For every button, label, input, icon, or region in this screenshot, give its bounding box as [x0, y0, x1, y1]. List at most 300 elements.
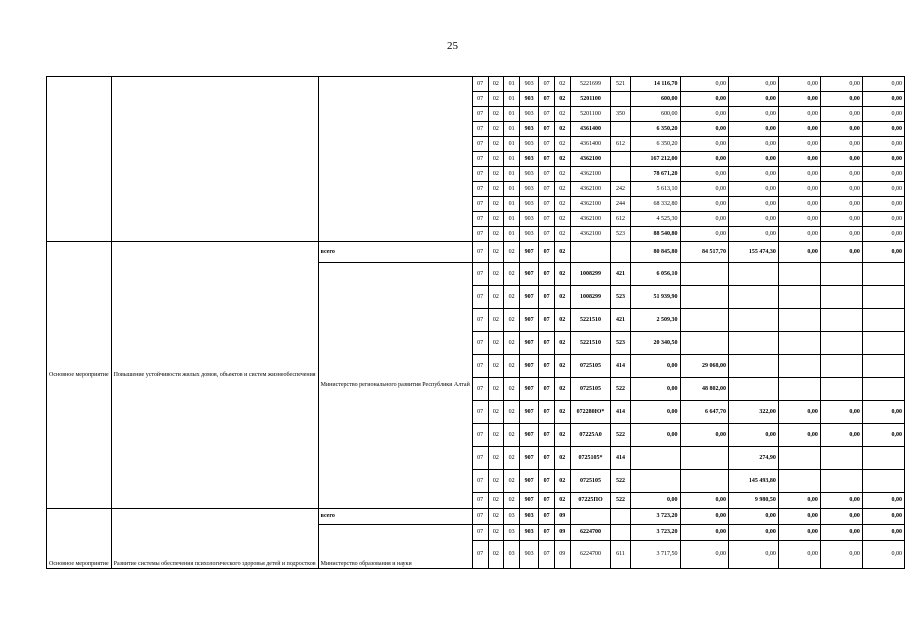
code-cell: 07 [539, 309, 555, 332]
value-cell [630, 470, 680, 493]
code-cell: 523 [611, 332, 630, 355]
code-cell: 07 [472, 493, 488, 509]
code-cell: 02 [554, 92, 570, 107]
value-cell: 0,00 [680, 197, 728, 212]
status-cell: Основное мероприятие [47, 242, 112, 509]
code-cell: 0725105 [570, 378, 611, 401]
value-cell: 0,00 [820, 541, 862, 569]
value-cell: 0,00 [630, 401, 680, 424]
code-cell: 02 [554, 401, 570, 424]
value-cell [680, 447, 728, 470]
value-cell: 6 350,20 [630, 122, 680, 137]
code-cell: 02 [504, 355, 520, 378]
code-cell: 07 [539, 493, 555, 509]
code-cell: 522 [611, 378, 630, 401]
code-cell: 421 [611, 309, 630, 332]
value-cell: 2 509,30 [630, 309, 680, 332]
code-cell: 07 [472, 509, 488, 525]
code-cell: 07 [472, 92, 488, 107]
code-cell: 523 [611, 286, 630, 309]
code-cell: 02 [488, 167, 504, 182]
value-cell: 0,00 [820, 493, 862, 509]
code-cell: 907 [519, 242, 538, 263]
value-cell: 0,00 [778, 77, 820, 92]
code-cell: 07 [539, 242, 555, 263]
value-cell: 600,00 [630, 92, 680, 107]
value-cell: 0,00 [728, 92, 778, 107]
code-cell: 07 [472, 525, 488, 541]
value-cell: 78 671,20 [630, 167, 680, 182]
code-cell: 1008299 [570, 286, 611, 309]
budget-table [46, 76, 905, 569]
code-cell: 07 [472, 227, 488, 242]
code-cell: 07 [472, 263, 488, 286]
value-cell [728, 309, 778, 332]
code-cell: 07 [472, 137, 488, 152]
code-cell: 07 [539, 470, 555, 493]
code-cell [611, 92, 630, 107]
code-cell: 07 [539, 152, 555, 167]
code-cell: 07 [539, 286, 555, 309]
value-cell: 0,00 [778, 541, 820, 569]
value-cell: 0,00 [820, 182, 862, 197]
code-cell: 02 [554, 167, 570, 182]
code-cell [611, 152, 630, 167]
code-cell: 02 [554, 137, 570, 152]
code-cell: 522 [611, 493, 630, 509]
value-cell: 51 939,90 [630, 286, 680, 309]
value-cell: 0,00 [728, 152, 778, 167]
code-cell [611, 242, 630, 263]
code-cell [611, 122, 630, 137]
code-cell: 903 [519, 167, 538, 182]
code-cell: 07 [539, 137, 555, 152]
code-cell: 07 [472, 122, 488, 137]
code-cell: 07 [472, 286, 488, 309]
code-cell: 414 [611, 355, 630, 378]
code-cell: 07 [539, 355, 555, 378]
value-cell: 9 980,50 [728, 493, 778, 509]
value-cell: 0,00 [778, 212, 820, 227]
code-cell: 02 [554, 493, 570, 509]
code-cell: 02 [488, 122, 504, 137]
code-cell: 02 [504, 309, 520, 332]
value-cell: 0,00 [862, 212, 904, 227]
code-cell: 350 [611, 107, 630, 122]
code-cell: 4362100 [570, 212, 611, 227]
value-cell: 0,00 [862, 122, 904, 137]
value-cell [820, 355, 862, 378]
value-cell: 0,00 [862, 227, 904, 242]
code-cell: 907 [519, 332, 538, 355]
code-cell: 09 [554, 541, 570, 569]
value-cell: 0,00 [680, 182, 728, 197]
code-cell: 1008299 [570, 263, 611, 286]
value-cell [728, 286, 778, 309]
value-cell [728, 378, 778, 401]
code-cell: 07 [539, 122, 555, 137]
measure-name-cell: Повышение устойчивости жилых домов, объектов и систем жизнеобеспечения [111, 242, 318, 509]
value-cell [820, 447, 862, 470]
value-cell: 0,00 [820, 212, 862, 227]
code-cell: 03 [504, 509, 520, 525]
code-cell: 02 [554, 286, 570, 309]
measure-name-cell: Развитие системы обеспечения психологического здоровья детей и подростков [111, 509, 318, 569]
code-cell: 02 [554, 242, 570, 263]
code-cell: 02 [488, 107, 504, 122]
value-cell: 0,00 [680, 424, 728, 447]
value-cell: 600,00 [630, 107, 680, 122]
code-cell: 07 [539, 212, 555, 227]
status-cell [47, 77, 112, 242]
code-cell: 02 [504, 286, 520, 309]
code-cell: 02 [554, 263, 570, 286]
code-cell: 07 [472, 167, 488, 182]
code-cell: 07225ПО [570, 493, 611, 509]
code-cell: 907 [519, 493, 538, 509]
code-cell: 907 [519, 424, 538, 447]
code-cell: 4362100 [570, 227, 611, 242]
code-cell: 07 [539, 197, 555, 212]
code-cell: 02 [488, 525, 504, 541]
value-cell [862, 378, 904, 401]
value-cell [820, 309, 862, 332]
code-cell: 907 [519, 263, 538, 286]
value-cell: 0,00 [820, 227, 862, 242]
value-cell: 0,00 [778, 152, 820, 167]
code-cell: 02 [488, 92, 504, 107]
value-cell: 0,00 [778, 509, 820, 525]
value-cell: 155 474,30 [728, 242, 778, 263]
code-cell: 02 [488, 378, 504, 401]
value-cell [862, 309, 904, 332]
code-cell: 07 [539, 227, 555, 242]
code-cell: 4362100 [570, 182, 611, 197]
code-cell: 07 [539, 167, 555, 182]
value-cell [728, 355, 778, 378]
code-cell [611, 525, 630, 541]
total-label-cell: всего [318, 242, 472, 263]
value-cell: 6 350,20 [630, 137, 680, 152]
code-cell: 522 [611, 470, 630, 493]
code-cell: 03 [504, 525, 520, 541]
code-cell: 07 [472, 401, 488, 424]
value-cell: 0,00 [728, 107, 778, 122]
code-cell: 07 [539, 263, 555, 286]
value-cell: 3 717,50 [630, 541, 680, 569]
value-cell: 6 056,10 [630, 263, 680, 286]
value-cell [778, 309, 820, 332]
code-cell: 414 [611, 401, 630, 424]
table-row [47, 509, 905, 525]
value-cell: 0,00 [680, 509, 728, 525]
code-cell: 07 [472, 470, 488, 493]
code-cell: 5201100 [570, 92, 611, 107]
status-cell: Основное мероприятие [47, 509, 112, 569]
code-cell: 01 [504, 92, 520, 107]
value-cell: 0,00 [680, 541, 728, 569]
code-cell: 02 [488, 541, 504, 569]
value-cell [778, 470, 820, 493]
code-cell: 07 [472, 309, 488, 332]
code-cell: 5221699 [570, 77, 611, 92]
value-cell: 5 613,10 [630, 182, 680, 197]
code-cell: 02 [554, 77, 570, 92]
code-cell: 01 [504, 167, 520, 182]
value-cell [680, 309, 728, 332]
value-cell: 0,00 [820, 107, 862, 122]
value-cell [778, 355, 820, 378]
value-cell [820, 332, 862, 355]
code-cell: 5221510 [570, 332, 611, 355]
code-cell: 02 [504, 470, 520, 493]
code-cell: 0725105* [570, 447, 611, 470]
value-cell: 0,00 [862, 509, 904, 525]
code-cell: 02 [488, 152, 504, 167]
value-cell: 6 647,70 [680, 401, 728, 424]
code-cell: 02 [504, 332, 520, 355]
value-cell: 0,00 [862, 401, 904, 424]
value-cell: 0,00 [728, 525, 778, 541]
value-cell [630, 447, 680, 470]
code-cell: 02 [488, 263, 504, 286]
code-cell: 01 [504, 77, 520, 92]
code-cell: 07 [472, 107, 488, 122]
code-cell: 07 [472, 541, 488, 569]
code-cell: 02 [488, 212, 504, 227]
code-cell: 07 [472, 424, 488, 447]
value-cell [778, 263, 820, 286]
code-cell: 02 [504, 401, 520, 424]
code-cell: 4362100 [570, 152, 611, 167]
value-cell: 0,00 [680, 77, 728, 92]
code-cell: 02 [488, 470, 504, 493]
value-cell: 0,00 [820, 152, 862, 167]
code-cell: 02 [488, 197, 504, 212]
value-cell [862, 355, 904, 378]
value-cell: 0,00 [630, 493, 680, 509]
executor-cell [318, 77, 472, 242]
code-cell: 02 [554, 212, 570, 227]
value-cell: 0,00 [778, 493, 820, 509]
code-cell: 5221510 [570, 309, 611, 332]
value-cell: 274,90 [728, 447, 778, 470]
value-cell: 80 845,80 [630, 242, 680, 263]
code-cell: 6224700 [570, 525, 611, 541]
code-cell [570, 242, 611, 263]
code-cell: 02 [504, 424, 520, 447]
code-cell: 07 [539, 401, 555, 424]
value-cell: 0,00 [680, 137, 728, 152]
value-cell: 0,00 [862, 541, 904, 569]
code-cell: 07 [539, 509, 555, 525]
value-cell: 0,00 [728, 424, 778, 447]
value-cell [862, 286, 904, 309]
value-cell: 0,00 [820, 77, 862, 92]
code-cell: 02 [554, 182, 570, 197]
code-cell: 02 [504, 378, 520, 401]
code-cell: 02 [554, 122, 570, 137]
code-cell: 903 [519, 197, 538, 212]
value-cell: 0,00 [728, 77, 778, 92]
code-cell: 07 [539, 77, 555, 92]
code-cell: 07 [539, 182, 555, 197]
code-cell: 01 [504, 197, 520, 212]
code-cell: 07 [539, 92, 555, 107]
code-cell: 02 [554, 355, 570, 378]
code-cell: 07 [472, 242, 488, 263]
value-cell: 0,00 [820, 242, 862, 263]
code-cell: 414 [611, 447, 630, 470]
value-cell: 0,00 [778, 525, 820, 541]
value-cell: 0,00 [728, 137, 778, 152]
value-cell [820, 263, 862, 286]
code-cell: 02 [488, 493, 504, 509]
value-cell: 0,00 [778, 167, 820, 182]
code-cell: 02 [554, 152, 570, 167]
value-cell [778, 447, 820, 470]
value-cell [862, 263, 904, 286]
code-cell: 02 [504, 493, 520, 509]
code-cell: 09 [554, 509, 570, 525]
code-cell: 523 [611, 227, 630, 242]
code-cell: 02 [488, 286, 504, 309]
value-cell: 0,00 [778, 122, 820, 137]
value-cell: 0,00 [778, 182, 820, 197]
value-cell: 0,00 [728, 182, 778, 197]
code-cell: 01 [504, 212, 520, 227]
code-cell: 07 [472, 152, 488, 167]
code-cell: 907 [519, 378, 538, 401]
value-cell [820, 470, 862, 493]
code-cell: 02 [554, 309, 570, 332]
value-cell: 0,00 [820, 525, 862, 541]
value-cell: 0,00 [862, 152, 904, 167]
code-cell: 02 [488, 309, 504, 332]
value-cell [680, 332, 728, 355]
code-cell: 903 [519, 152, 538, 167]
value-cell [862, 447, 904, 470]
code-cell: 242 [611, 182, 630, 197]
code-cell: 907 [519, 470, 538, 493]
value-cell: 88 540,80 [630, 227, 680, 242]
code-cell: 07 [472, 332, 488, 355]
value-cell: 0,00 [862, 493, 904, 509]
value-cell: 0,00 [680, 212, 728, 227]
value-cell: 0,00 [630, 355, 680, 378]
value-cell [680, 470, 728, 493]
code-cell: 02 [554, 332, 570, 355]
code-cell: 5201100 [570, 107, 611, 122]
value-cell: 0,00 [728, 227, 778, 242]
code-cell: 02 [554, 424, 570, 447]
code-cell: 903 [519, 122, 538, 137]
code-cell: 07 [539, 332, 555, 355]
value-cell: 167 212,00 [630, 152, 680, 167]
value-cell: 0,00 [862, 525, 904, 541]
code-cell: 02 [488, 509, 504, 525]
code-cell: 07 [472, 355, 488, 378]
code-cell: 02 [488, 355, 504, 378]
code-cell: 903 [519, 107, 538, 122]
value-cell: 3 723,20 [630, 525, 680, 541]
value-cell: 0,00 [778, 227, 820, 242]
code-cell: 02 [488, 242, 504, 263]
measure-name-cell [111, 77, 318, 242]
value-cell: 0,00 [862, 424, 904, 447]
total-label-cell: всего [318, 509, 472, 525]
code-cell: 4362100 [570, 167, 611, 182]
code-cell: 07 [539, 541, 555, 569]
value-cell: 84 517,70 [680, 242, 728, 263]
code-cell: 4361400 [570, 137, 611, 152]
value-cell: 0,00 [820, 92, 862, 107]
code-cell: 903 [519, 77, 538, 92]
value-cell: 0,00 [862, 197, 904, 212]
value-cell: 0,00 [680, 107, 728, 122]
value-cell: 29 068,00 [680, 355, 728, 378]
code-cell: 903 [519, 182, 538, 197]
code-cell: 02 [488, 332, 504, 355]
code-cell [611, 167, 630, 182]
code-cell: 02 [504, 263, 520, 286]
code-cell: 02 [554, 107, 570, 122]
value-cell: 0,00 [778, 424, 820, 447]
code-cell: 02 [488, 182, 504, 197]
code-cell: 07 [539, 378, 555, 401]
value-cell: 0,00 [820, 122, 862, 137]
value-cell: 0,00 [680, 92, 728, 107]
code-cell: 02 [488, 401, 504, 424]
code-cell: 02 [554, 470, 570, 493]
value-cell: 0,00 [778, 92, 820, 107]
code-cell: 02 [554, 378, 570, 401]
value-cell: 20 340,50 [630, 332, 680, 355]
table-row [47, 77, 905, 92]
value-cell: 68 332,80 [630, 197, 680, 212]
value-cell: 0,00 [680, 227, 728, 242]
value-cell: 0,00 [728, 541, 778, 569]
value-cell [778, 332, 820, 355]
code-cell: 01 [504, 182, 520, 197]
value-cell: 0,00 [862, 167, 904, 182]
code-cell: 07 [539, 525, 555, 541]
code-cell: 02 [554, 197, 570, 212]
value-cell: 0,00 [728, 197, 778, 212]
value-cell: 4 525,30 [630, 212, 680, 227]
executor-cell: Министерство образования и науки [318, 525, 472, 569]
code-cell: 01 [504, 227, 520, 242]
code-cell [570, 509, 611, 525]
value-cell: 0,00 [862, 92, 904, 107]
value-cell: 0,00 [820, 197, 862, 212]
value-cell: 14 116,70 [630, 77, 680, 92]
code-cell: 01 [504, 152, 520, 167]
value-cell: 0,00 [862, 137, 904, 152]
code-cell: 03 [504, 541, 520, 569]
value-cell: 0,00 [820, 424, 862, 447]
code-cell: 903 [519, 541, 538, 569]
code-cell: 612 [611, 137, 630, 152]
value-cell [820, 286, 862, 309]
code-cell: 07 [472, 212, 488, 227]
value-cell [778, 286, 820, 309]
value-cell: 0,00 [680, 167, 728, 182]
value-cell: 0,00 [728, 509, 778, 525]
value-cell: 0,00 [778, 197, 820, 212]
code-cell: 02 [504, 447, 520, 470]
code-cell: 02 [554, 447, 570, 470]
